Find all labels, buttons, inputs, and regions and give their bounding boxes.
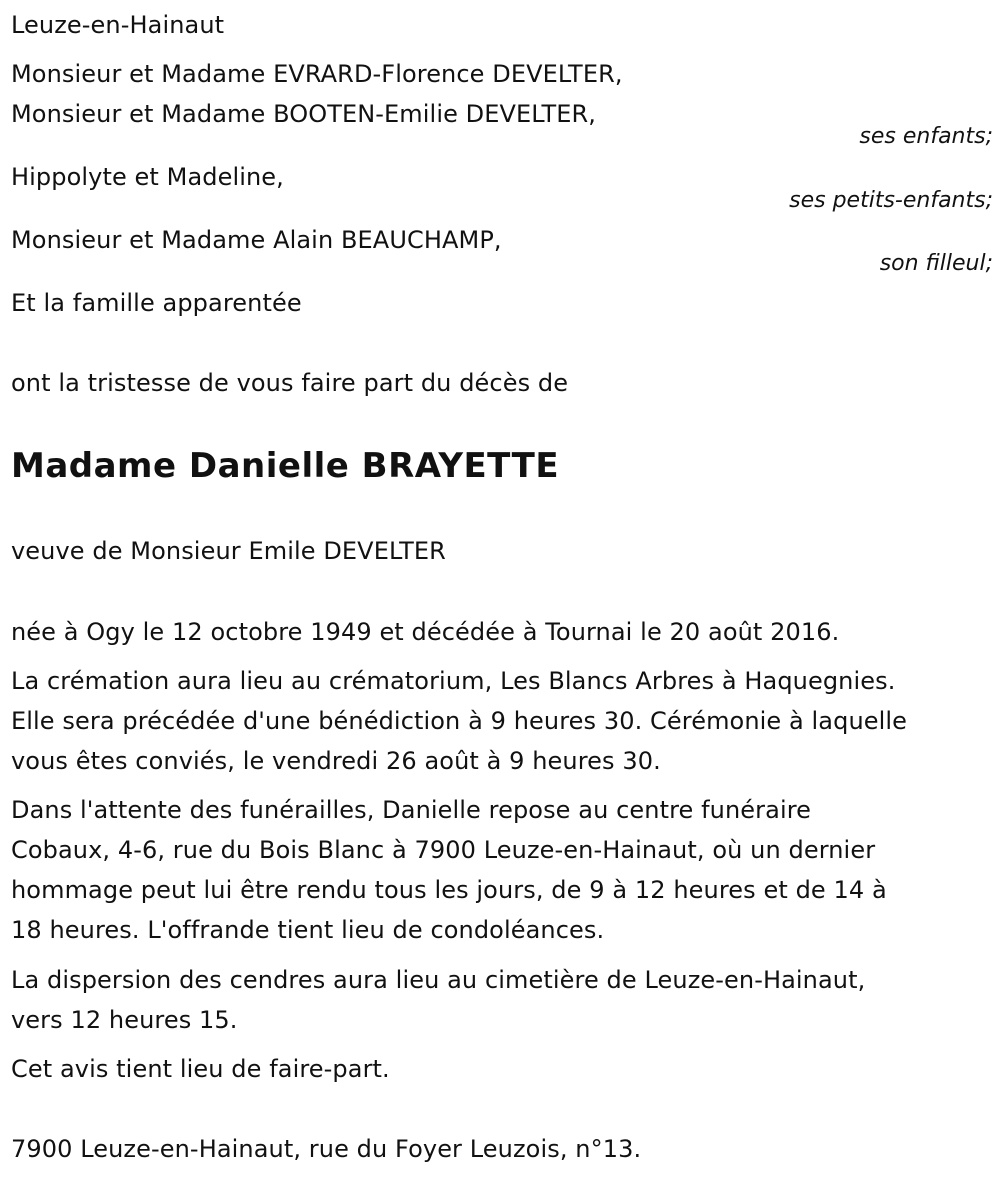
grandchildren-line: Hippolyte et Madeline, xyxy=(11,163,284,191)
dispersion-line-1: La dispersion des cendres aura lieu au cimetière de Leuze-en-Hainaut, xyxy=(11,966,866,994)
godson-line: Monsieur et Madame Alain BEAUCHAMP, xyxy=(11,226,502,254)
funeral-home-line-2: Cobaux, 4-6, rue du Bois Blanc à 7900 Leuze-en-Hainaut, où un dernier xyxy=(11,836,876,864)
location-header: Leuze-en-Hainaut xyxy=(11,11,225,39)
godson-role: son filleul; xyxy=(879,251,993,276)
dispersion-line-2: vers 12 heures 15. xyxy=(11,1006,238,1034)
children-role: ses enfants; xyxy=(859,124,993,149)
notice-line: Cet avis tient lieu de faire-part. xyxy=(11,1055,390,1083)
address-line: 7900 Leuze-en-Hainaut, rue du Foyer Leuzois, n°13. xyxy=(11,1135,642,1163)
grandchildren-role: ses petits-enfants; xyxy=(789,188,993,213)
cremation-line-3: vous êtes conviés, le vendredi 26 août à 9 heures 30. xyxy=(11,747,661,775)
funeral-home-line-1: Dans l'attente des funérailles, Danielle repose au centre funéraire xyxy=(11,796,812,824)
widow-line: veuve de Monsieur Emile DEVELTER xyxy=(11,537,446,565)
cremation-line-1: La crémation aura lieu au crématorium, Les Blancs Arbres à Haquegnies. xyxy=(11,667,896,695)
children-line-2: Monsieur et Madame BOOTEN-Emilie DEVELTER, xyxy=(11,100,597,128)
cremation-line-2: Elle sera précédée d'une bénédiction à 9 heures 30. Cérémonie à laquelle xyxy=(11,707,908,735)
funeral-home-line-4: 18 heures. L'offrande tient lieu de condoléances. xyxy=(11,916,605,944)
birth-death-line: née à Ogy le 12 octobre 1949 et décédée à Tournai le 20 août 2016. xyxy=(11,618,840,646)
funeral-home-line-3: hommage peut lui être rendu tous les jours, de 9 à 12 heures et de 14 à xyxy=(11,876,887,904)
announcement-line: ont la tristesse de vous faire part du décès de xyxy=(11,369,569,397)
deceased-name: Madame Danielle BRAYETTE xyxy=(11,446,560,486)
children-line-1: Monsieur et Madame EVRARD-Florence DEVELTER, xyxy=(11,60,623,88)
extended-family-line: Et la famille apparentée xyxy=(11,289,302,317)
